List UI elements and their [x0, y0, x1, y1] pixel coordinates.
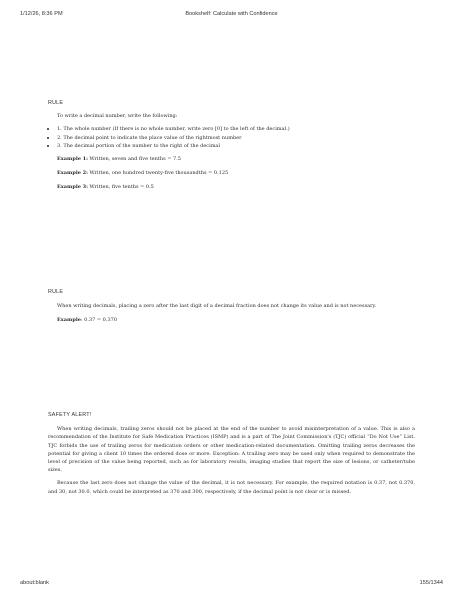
- example-3: [48, 183, 415, 191]
- safety-paragraph-1: When writing decimals, trailing zeros should not be placed at the end of the number to avoid misinterpretation of a value. This is also a recommendation of the Institute for Safe Medication Practices (ISMP) and is a part of The Joint Commission's (TJC) official “Do Not Use” List. TJC forbids the use of trailing zeros for medication orders or other medication-related documentation. Omitting trailing zeros decreases the potential for giving a client 10 times the ordered dose or more. Exception: A trailing zero may be used only when required to demonstrate the level of precision of the value being reported, such as for laboratory results, imaging studies that report the size of lesions, or catheter/tube sizes.: [48, 426, 415, 474]
- list-item: • 1. The whole number (If there is no whole number, write zero [0] to the left of the decimal.): [57, 125, 415, 133]
- rule-intro: To write a decimal number, write the following:: [57, 113, 178, 120]
- example-text: Written, five tenths = 0.5: [87, 184, 154, 191]
- list-item: • 2. The decimal point to indicate the place value of the rightmost number: [57, 134, 415, 142]
- example-text: Written, seven and five tenths = 7.5: [87, 156, 181, 163]
- footer-url: about:blank: [20, 580, 49, 586]
- example-label: Example 2:: [57, 170, 88, 177]
- safety-alert-heading: SAFETY ALERT!: [48, 412, 92, 418]
- rule-section-decimal-writing: [48, 99, 415, 192]
- example: [48, 316, 415, 324]
- example-label: Example 1:: [57, 156, 88, 163]
- page-title: Bookshelf: Calculate with Confidence: [185, 11, 278, 17]
- example-label: Example 3:: [57, 184, 88, 191]
- example-text: Written, one hundred twenty-five thousandths = 0.125: [87, 170, 229, 177]
- rule-text: When writing decimals, placing a zero after the last digit of a decimal fraction does not change its value and is not necessary.: [57, 303, 377, 310]
- page-counter: 155/1344: [419, 580, 443, 586]
- rule-steps-list: [48, 125, 415, 150]
- rule-section-trailing-zero: [48, 288, 415, 325]
- example-2: [48, 169, 415, 177]
- safety-paragraph-2: Because the last zero does not change the value of the decimal, it is not necessary. For example, the required notation is 0.37, not 0.370, and 30, not 30.0, which could be interpreted as 370 and 300, respectively, if the decimal point is not clear or is missed.: [48, 480, 415, 495]
- rule-heading: RULE: [48, 100, 64, 106]
- example-1: [48, 155, 415, 163]
- example-label: Example: [57, 317, 81, 324]
- print-datetime: 1/12/26, 8:36 PM: [20, 11, 63, 17]
- safety-alert-section: [48, 411, 415, 496]
- list-item: • 3. The decimal portion of the number to the right of the decimal: [57, 142, 415, 150]
- rule-heading: RULE: [48, 289, 64, 295]
- example-text: : 0.37 = 0.370: [80, 317, 117, 324]
